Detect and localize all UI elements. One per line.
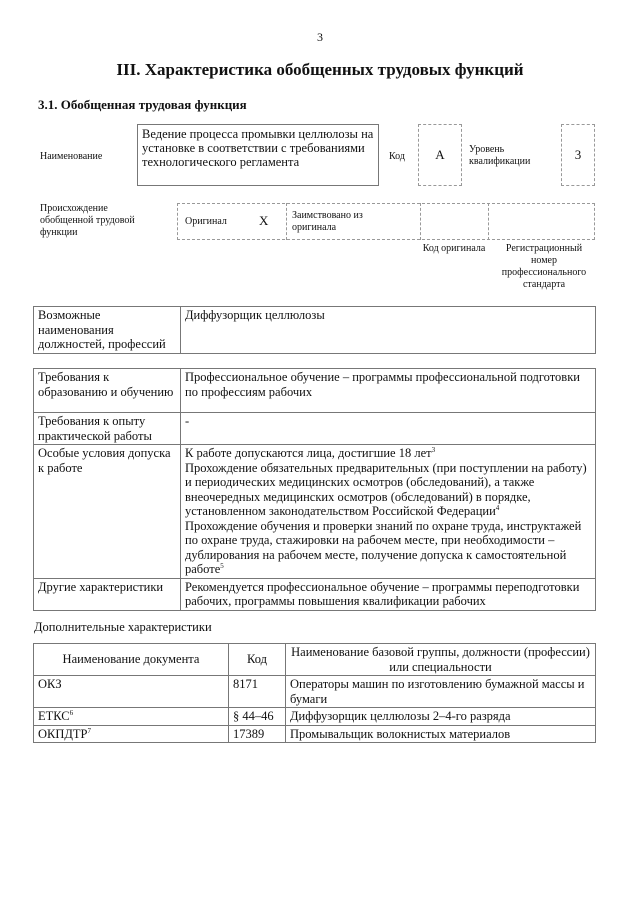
table-row xyxy=(34,725,596,743)
reg-number-caption: Регистрационный номер профессионального стандарта xyxy=(501,243,587,290)
origin-divider xyxy=(488,203,489,240)
req-value: - xyxy=(181,413,596,445)
positions-value: Диффузорщик целлюлозы xyxy=(181,307,596,354)
req-label: Требования к образованию и обучению xyxy=(34,369,181,413)
borrowed-label: Заимствовано из оригинала xyxy=(292,210,363,233)
doc-cell: ОКПДТР$^7$ xyxy=(34,725,229,743)
header-code: Код xyxy=(229,644,286,676)
doc-cell: ОКЗ xyxy=(34,676,229,708)
name-cell: Промывальщик волокнистых материалов xyxy=(286,725,596,743)
doc-cell: ЕТКС$^6$ xyxy=(34,708,229,726)
subsection-title: 3.1. Обобщенная трудовая функция xyxy=(38,97,247,112)
original-mark: X xyxy=(259,213,269,228)
function-name-value: Ведение процесса промывки целлюлозы на установке в соответствии с требованиями технологического регламента xyxy=(137,124,379,186)
origin-divider xyxy=(286,203,287,240)
original-label: Оригинал xyxy=(185,216,227,227)
additional-title: Дополнительные характеристики xyxy=(34,620,212,634)
origin-label: Происхождение обобщенной трудовой функции xyxy=(40,203,135,238)
req-value-special xyxy=(181,445,596,579)
level-label: Уровень квалификации xyxy=(469,144,531,167)
table-row xyxy=(34,676,596,708)
code-cell: 8171 xyxy=(229,676,286,708)
req-value: Рекомендуется профессиональное обучение – программы переподготовки рабочих, программы повышения квалификации рабочих xyxy=(181,578,596,610)
page-number: 3 xyxy=(317,30,323,44)
positions-table xyxy=(33,306,596,354)
req-label: Другие характеристики xyxy=(34,578,181,610)
table-row xyxy=(34,708,596,726)
req-label: Особые условия допуска к работе xyxy=(34,445,181,579)
section-title: III. Характеристика обобщенных трудовых функций xyxy=(116,60,524,79)
additional-table xyxy=(33,643,596,743)
req-value: Профессиональное обучение – программы профессиональной подготовки по профессиям рабочих xyxy=(181,369,596,413)
origin-divider xyxy=(420,203,421,240)
code-cell: § 44–46 xyxy=(229,708,286,726)
req-line: Прохождение обязательных предварительных (при поступлении на работу) и периодических медицинских осмотров (обследований), а также внеочередных медицинских осмотров (обследований) в порядке, установленном законодательством Российской Федерации$^4$ xyxy=(185,460,587,518)
name-cell: Диффузорщик целлюлозы 2–4-го разряда xyxy=(286,708,596,726)
name-cell: Операторы машин по изготовлению бумажной массы и бумаги xyxy=(286,676,596,708)
positions-label: Возможные наименования должностей, профессий xyxy=(34,307,181,354)
header-name: Наименование базовой группы, должности (профессии) или специальности xyxy=(286,644,596,676)
original-code-caption: Код оригинала xyxy=(422,243,486,254)
code-value: A xyxy=(418,124,462,186)
name-label: Наименование xyxy=(40,151,103,162)
req-line: К работе допускаются лица, достигшие 18 лет$^3$ xyxy=(185,445,436,460)
level-value: 3 xyxy=(561,124,595,186)
code-label: Код xyxy=(389,151,405,162)
code-cell: 17389 xyxy=(229,725,286,743)
header-doc: Наименование документа xyxy=(34,644,229,676)
req-line: Прохождение обучения и проверки знаний по охране труда, инструктажей по охране труда, стажировки на рабочем месте, при необходимости – дублирования на рабочем месте, получение допуска к самостоятельной работе$^5$ xyxy=(185,518,582,576)
requirements-table xyxy=(33,368,596,611)
req-label: Требования к опыту практической работы xyxy=(34,413,181,445)
